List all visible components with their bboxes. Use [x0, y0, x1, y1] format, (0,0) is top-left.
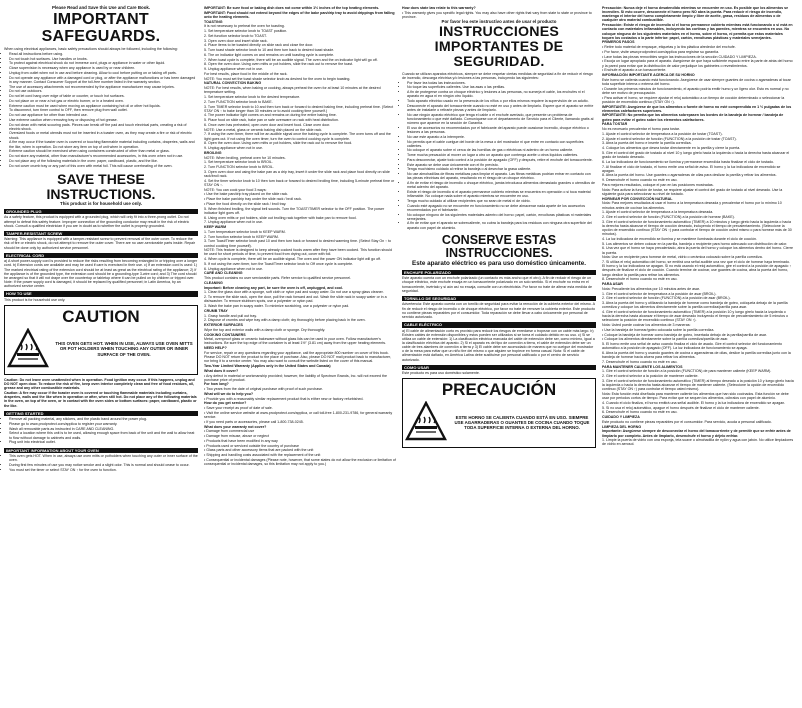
text-paragraph: PARA ASAR	[602, 282, 623, 287]
text-paragraph: Caution: Do not leave oven unattended when in operation. Food ignition may occur. If this happens, unplug and DO NOT open door. To reduce the risk of fire, keep oven interior completely clean and free of food residues, oil, grease and any other combustible materials.	[4, 378, 195, 391]
text-paragraph: IMPORTANT: Food should not extend beyond the edges of the bake pan/drip tray to avoid drippings from falling onto the heating elements.	[204, 10, 395, 19]
text-paragraph: 4. La luz indicadora de encendido se ilumina y se mantiene iluminada durante el ciclo de cocción.	[602, 236, 758, 241]
save-instructions-title: SAVE THESE INSTRUCTIONS.	[46, 170, 156, 202]
text-paragraph: • If you need parts or accessories, please call 1-800-738-0245.	[204, 419, 304, 424]
text-paragraph: 6. The on indicator light comes on and remains on until toasting cycle is complete.	[204, 52, 335, 57]
text-paragraph: 2. Ajuste el control selector de función (FUNCTION) a la posición de tostar (TOAST).	[602, 136, 737, 141]
text-paragraph: • Visit the online service website at www.prodprotect.com/applica, or call toll-free 1-800-231-9786, for general warranty service.	[204, 410, 393, 420]
text-paragraph: 4. Place items to be toasted directly on slide rack and close the door.	[204, 43, 314, 48]
text-paragraph: 1. Clean the glass door with a sponge, soft cloth or nylon pad and soapy water. Do not use a spray glass cleaner.	[204, 290, 384, 295]
list-item: • To disconnect, turn timer control to OFF, then remove plug from wall outlet.	[9, 108, 198, 112]
text-paragraph: 1. Set temperature selector knob to BROIL.	[204, 160, 273, 165]
text-paragraph: • Shipping and handling costs associated with the replacement of the unit	[204, 453, 321, 458]
caution-notes	[4, 378, 198, 408]
text-paragraph: NOTE: When broiling, preheat oven for 10 minutes.	[204, 155, 286, 160]
text-paragraph: • Save your receipt as proof of date of sale.	[204, 406, 273, 411]
text-paragraph: 9. Unplug appliance when not in use.	[204, 67, 263, 72]
text-paragraph: 5. Turn toast shade selector knob to 10 and then turn back to desired toast shade.	[204, 48, 335, 53]
text-paragraph: Este producto no contiene piezas reparables por el consumidor. Para servicio, acuda a personal calificado.	[602, 419, 772, 424]
text-paragraph: • Damage from commercial use	[204, 429, 255, 434]
text-paragraph: 1. Set temperature selector knob to the desired temperature.	[204, 95, 301, 100]
list-item: • Para desconectar, ajuste todo control a la posición de apagado (OFF) y después, retire el enchufe del tomacorriente.	[407, 158, 596, 162]
text-paragraph: PARA TOSTAR	[602, 122, 628, 127]
text-paragraph: 7. If using the oven timer, there will be an audible signal once the baking cycle is complete. The oven turns off and the light goes out. If not using the oven timer, turn the oven to control cooking cycle is complete.	[204, 132, 391, 141]
text-paragraph: Nota: Use un recipiente para hornear de metal, vidrio o cerámica colocado sobre la parrilla corrediza.	[602, 255, 763, 260]
column-spanish-safeguards	[402, 6, 596, 451]
text-paragraph: Precaución: Existe el riesgo de incendio si el horno permanece cubierto mientras está funcionando o si está en contacto con materiales inflamables, incluyendo las cortinas y las paredes, mientras se encuentra en uso. No coloque ninguno de los siguientes materiales en el horno, sobre el horno, ni permita que estos materiales toquen los costados o la parte inferior: papel, cartón, envolturas plásticas y materiales semejantes.	[602, 23, 793, 40]
list-item: • To protect against electrical shock do not immerse cord, plugs or appliance in water or other liquid.	[9, 61, 198, 65]
text-paragraph: 4. Coloque los alimentos que desea tostar directamente en la parrilla y cierre la puerta.	[602, 146, 741, 151]
text-paragraph: 9. Unplug appliance when not in use.	[204, 146, 263, 151]
list-item: • Unplug from outlet when not in use and before cleaning. Allow to cool before putting on or taking off parts.	[9, 71, 198, 75]
text-paragraph: NEED HELP?	[204, 346, 227, 351]
list-item: • Desconecte el aparato del tomacorriente cuando no esté en uso y antes de limpiarlo. Espere que el aparato se enfríe antes de instalarle o retirarle piezas y antes de limpiarlo.	[407, 104, 596, 112]
list-item: • Do not clean with metal scouring pads. Pieces can break off the pad and touch electrical parts, creating a risk of electric shock.	[9, 123, 198, 131]
text-paragraph: • Use the bake pan/drip tray placed on the slide rack.	[204, 192, 289, 197]
text-paragraph: • Glass parts and other accessory items that are packed with the unit	[204, 448, 314, 453]
text-paragraph: 7. Desenchufe el horno cuando no esté en uso.	[602, 359, 678, 364]
list-item: • No coloque ninguno de los siguientes materiales adentro del horno: papel, cartón, envolturas plásticas ni materiales semejantes.	[407, 213, 596, 221]
list-item: • No permita que el cable cuelgue del borde de la mesa o del mostrador ni que entre en contacto con superficies calientes.	[407, 140, 596, 148]
text-paragraph: • Coloque la bandeja de hornear como bandeja de goteo, insertada debajo de la parrilla/parrilla de asar.	[602, 332, 767, 337]
text-paragraph: HORNEAR POR CONVECCIÓN NATURAL	[602, 196, 673, 201]
caution-box	[4, 305, 198, 375]
list-item: • No use este aparato a la intemperie.	[407, 135, 596, 139]
text-paragraph: NOTE: You can cook your food 3 ways:	[204, 187, 267, 192]
list-item: • Remove all packing material, any stickers, and the plastic band around the power plug.	[9, 417, 198, 421]
text-paragraph: 5. Los alimentos se deben colocar en la parrilla, bandeja o recipiente para horno adecuado con distribución de calor.	[602, 241, 788, 246]
hot-surface-icon	[7, 328, 49, 370]
list-item: • Read all instructions before using.	[9, 52, 198, 56]
section-heading: TAMPER-RESISTANT SCREW	[4, 231, 198, 237]
text-paragraph: 2. Turn FUNCTION selector knob to BAKE.	[204, 99, 273, 104]
list-item: • A fin de evitar el riesgo de incendio o choque eléctrico, jamás introduzca alimentos demasiado grandes o utensilios de metal adentro del aparato.	[407, 181, 596, 189]
text-paragraph: Nota: Precaliente los alimentos por 10 minutos antes de asar.	[602, 286, 700, 291]
list-item: • Do not operate any appliance with a damaged cord or plug, or after the appliance malfunctions or has been damaged in any manner. Contact Consumer Support at the toll-free number listed in the warranty section.	[9, 76, 198, 84]
text-paragraph: Nota: Esta función está diseñada para mantener caliente los alimentos que han sido cocinados. Esta función se debe usar por periodos cortos de tiempo. Para evitar que se sequen los alimentos, cúbralos con papel de aluminio.	[602, 391, 789, 401]
text-paragraph: PRIMEROS PASOS	[602, 40, 635, 45]
section-heading: GROUNDED PLUG	[4, 209, 198, 215]
text-paragraph: 4. Gire el control selector de funcionamiento automático (TIMER) a la posición 10 y luego girelo hacia la izquierda o hacia la derecha hasta alcanzar el tiempo de asar deseado incluyendo el tiempo de precalentamiento de 5 minutos o seleccione la posición de encendido continuo (STAY ON ↑).	[602, 310, 788, 323]
text-paragraph: No es necesario precalentar el horno para tostar.	[602, 127, 680, 132]
text-paragraph: Nota: Para mejores resultados al usar el horno a la temperatura deseada y precalentar el horno por lo mínimo 10 minutos antes de cocinar los alimentos.	[602, 201, 782, 210]
section-text: Este aparato cuenta con un enchufe polarizado (un contacto es más ancho que el otro). A fin de reducir el riesgo de un choque eléctrico, este enchufe encaja en un tomacorriente polarizado en un solo sentido. Si el enchufe no entra en el tomacorriente, invértalo y si aún así no encaja, consulte con un electricista. Por favor no trate de alterar esta medida de seguridad.	[402, 276, 592, 293]
text-paragraph: • Por favor, visite www.prodprotect.com/applica para registrar su garantía.	[602, 49, 720, 54]
text-paragraph: 6. Desenchufe el horno cuando no esté en uso.	[602, 410, 678, 415]
text-paragraph: How does state law relate to this warranty?	[402, 6, 476, 10]
text-paragraph: Para mejores resultados, coloque el pan en las posiciones mostradas.	[602, 182, 714, 187]
en-sections	[4, 209, 198, 302]
caution-title: CAUTION	[62, 307, 140, 327]
list-item: • No coloque el aparato sobre ni cerca de las hornillas de gas o eléctricas ni adentro de un horno caliente.	[407, 148, 596, 152]
text-paragraph: 3. Abra la puerta del horno y utilizando la bandeja de hornear como bandeja de goteo, colóquela debajo de la parrilla corrediza y coloque los alimentos directamente sobre la parrilla corrediza/parrilla para asar.	[602, 301, 788, 310]
list-item: • Close supervision is necessary when any appliance is used by or near children.	[9, 66, 198, 70]
list-item: • Cuando esté apagado no se encuentre en funcionamiento no se debe almacenar nada aparte de los accesorios recomendados por el fabricante.	[407, 204, 596, 212]
text-paragraph: 2. Turn function selector knob to KEEP WARM.	[204, 234, 279, 239]
list-item: • Oversized foods or metal utensils must not be inserted in a toaster oven, as they may create a fire or risk of electric shock.	[9, 131, 198, 139]
text-paragraph: How do you get service?	[204, 401, 247, 406]
text-paragraph: Nota: Usted puede cocinar los alimentos de 3 maneras:	[602, 323, 691, 328]
read-save-note: Please Read and Save this Use and Care Book.	[51, 5, 151, 10]
text-paragraph: For best results, place food in the middle of the rack.	[204, 71, 288, 76]
list-item: • A fin de protegerse contra un choque eléctrico y lesiones a las personas, no sumerja el cable, los enchufes ni el aparato en agua ni en ningún otro líquido.	[407, 90, 596, 98]
text-paragraph: • Retire todo material de empaque, etiquetas y la tira plástica alrededor del enchufe.	[602, 45, 736, 50]
text-paragraph: 2. To remove the slide rack, open the door, pull the rack forward and out. Wash the slide rack in soapy water or in a dishwasher. To remove stubborn spots, use a polyester or nylon pad.	[204, 295, 387, 304]
text-paragraph: 3. Open oven door and using the bake pan as a drip tray, insert it under the slide rack and place food directly on slide rack/broil rack.	[204, 169, 390, 179]
text-paragraph: What does your warranty not cover?	[204, 424, 267, 429]
text-paragraph: 6. Una vez que el horno se haya precalentado, abra la puerta del horno y coloque los alimentos dentro del horno. Cierre la puerta.	[602, 246, 793, 255]
section-text: As a safety feature, this product is equipped with a grounded plug, which will only fit into a three-prong outlet. Do not attempt to defeat this safety feature. Improper connection of the grounding conductor may result in the risk of electric shock. Consult a qualified electrician if you are in doubt as to whether the outlet is properly grounded.	[4, 215, 190, 228]
text-paragraph: 3. Open oven door and insert slide rack.	[204, 38, 268, 43]
text-paragraph: 3. Turn Toast/Timer selector knob past 10 and then turn back or forward to desired warming time. (Select Stay On ↑ to control cooking time yourself).	[204, 239, 391, 248]
text-paragraph: 4. When cycle is complete, there will be an audible signal. The oven and the power ON indicator light will go off.	[204, 257, 382, 262]
getting-started-heading: GETTING STARTED	[4, 411, 198, 417]
text-paragraph: 1. Grasp handle and pull out tray.	[204, 313, 257, 318]
text-paragraph: 1. Turn temperature selector knob to KEEP WARM.	[204, 229, 286, 234]
column-english-safeguards	[4, 6, 198, 473]
column-english-operation	[204, 6, 396, 467]
text-paragraph: 2. Gire el control selector a la posición de mantener caliente.	[602, 374, 699, 379]
text-paragraph: • Damage from misuse, abuse or neglect	[204, 434, 269, 439]
section-heading: ELECTRICAL CORD	[4, 253, 198, 259]
text-paragraph: COOKING CONTAINERS	[204, 332, 246, 337]
list-item: • No use ningún aparato eléctrico que tenga el cable o el enchufe averiado, que presente un problema de funcionamiento o que esté dañado. Comuníquese con el departamento de Servicio para el Cliente, llamando gratis al número que aparece en la sección de Garantía.	[407, 113, 596, 125]
column-spanish-operation	[602, 6, 794, 447]
text-paragraph: 3. Turn TIMER selector knob to 10 and then turn back or forward to desired baking time, including preheat time. (Select STAY ON ↑ to bake longer than 30 minutes or to avoid cooking time yourself.)	[204, 104, 394, 113]
text-paragraph: 5. Gire el control del grado de tostado al nivel 10 y luego girelo hacia la izquierda o hacia la derecha hasta alcanzar el grado de tostado deseado.	[602, 150, 790, 160]
list-item: • The use of accessory attachments not recommended by the appliance manufacturer may cause injuries.	[9, 85, 198, 89]
section-heading: CABLE ELÉCTRICO	[402, 322, 596, 328]
text-paragraph: 2. Dispose of crumbs and wipe tray with a damp cloth; dry thoroughly before placing back in the oven.	[204, 318, 366, 323]
text-paragraph: LIMPIEZA DEL HORNO	[602, 424, 642, 429]
list-item: • No use almohadillas de fibras metálicas para limpiar el aparato. Las fibras metálicas podrían entrar en contacto con las piezas eléctricas del aparato, resultando en el riesgo de un choque eléctrico.	[407, 172, 596, 180]
text-paragraph: 7. Si utiliza el reloj automático del horno, se emitirá una señal audible una vez que el ciclo de hornear haya terminado. El horno y la luz indicadora se apagan. Si no está usando el reloj automático, gire el control a la posición de apagado ↑ después de finalizar el ciclo de cocción. Cuando termine de cocinar, use guantes de cocina, abra la puerta del horno, luego deslice la parrilla para retirar los alimentos.	[602, 260, 792, 277]
text-paragraph: For service, repair or any questions regarding your appliance, call the appropriate 800 number on cover of this book. Please DO NOT return the product to the place of purchase. Also, please DO NOT mail product back to manufacturer, nor bring it to a service center. You may also want to consult the website listed on the cover of this manual.	[204, 350, 392, 364]
text-paragraph: CARE AND CLEANING	[204, 271, 243, 276]
text-paragraph: 8. Open the oven door. Using oven mitts or pot holders, slide the rack out to remove the toast.	[204, 62, 354, 67]
text-paragraph: • Any defect in material or workmanship provided; however, the liability of Spectrum Brands, Inc. will not exceed the purchase price of product.	[204, 373, 388, 382]
hot-surface-icon	[405, 401, 447, 443]
text-paragraph: 2. Gire el control selector de función (FUNCTION) a la posición de hornear (BAKE).	[602, 215, 735, 219]
es-caution-text: ESTE HORNO SE CALIENTA CUANDO ESTÁ EN USO. SIEMPRE USE AGARRADERAS O GUANTES DE COCINA CUANDO TOQUE TODA SUPERFICIE INTERNA O EXTERNA DEL HORNO.	[454, 414, 590, 430]
text-paragraph: Caution: A fire may occur if the toaster oven is covered or touching flammable materials including curtains, draperies, walls and the like when in operation or after, when still hot. Do not place any of the following materials in the oven, on top of the oven, or in contact with the oven sides or bottom surfaces: paper, cardboard, plastic or the like.	[4, 391, 197, 408]
list-item: • Tenga mucho cuidado al utilizar recipientes que no sean de metal ni de vidrio.	[407, 199, 596, 203]
text-paragraph: 8. Desenchufe el horno cuando no esté en uso.	[602, 277, 678, 282]
text-paragraph: Metal, ovenproof glass or ceramic bakeware without glass lids can be used in your oven. Follow manufacturer's instructions. Be sure the top edge of the container is at least 1½" (3.81 cm) away from the upper heating elements.	[204, 337, 387, 346]
es-household-note: Este aparato eléctrico es para uso doméstico únicamente.	[412, 259, 586, 267]
text-paragraph: 7. When toast cycle is complete, there will be an audible signal. The oven and the on indicator light will go off.	[204, 57, 378, 62]
list-item: • Por favor lea todas las instrucciones.	[407, 81, 596, 85]
es-sections	[402, 270, 596, 376]
text-paragraph: INFORMACIÓN IMPORTANTE ACERCA DE SU HORNO	[602, 73, 695, 78]
text-paragraph: 5. When finished broiling, the signal bell sounds. Turn the TOAST/TIMER selector to the OFF position. The power indicator light goes off.	[204, 206, 385, 215]
safeguards-intro: When using electrical appliances, basic safety precautions should always be followed, including the following:	[4, 47, 178, 52]
text-paragraph: • Escoja un lugar apropiado para el aparato. Asegúrese de que haya suficiente espacio entre la parte de atrás del horno y la pared para evitar que la distribución de calor perjudique los gabinetes o revestimientos.	[602, 59, 793, 68]
text-paragraph: Nota: Para activar la función de tostar, se requiere ajustar el control del grado de tostado al nivel deseado. Use la siguiente guía para seleccionar su nivel de tostado.	[602, 187, 783, 196]
text-paragraph: NOTE: For best results, when baking or cooking, always preheat the oven for at least 10 minutes at the desired temperature setting.	[204, 86, 381, 95]
es-operation-text	[602, 6, 794, 447]
text-paragraph: What will we do to help you?	[204, 391, 254, 396]
text-paragraph: 1. Gire el control selector de temperatura a la posición de asar (BROIL).	[602, 291, 717, 296]
text-paragraph: KEEP WARM	[204, 225, 227, 230]
es-save-instructions-title: CONSERVE ESTAS INSTRUCCIONES.	[441, 232, 557, 260]
section-text: Este producto es para uso doméstico solamente.	[402, 371, 480, 376]
list-item: • Do not let cord hang over edge of table or counter, or touch hot surfaces.	[9, 94, 198, 98]
text-paragraph: Importante: Asegúrese siempre de desconectar el horno del tomacorriente y de permitir que se enfríe antes de limpiarlo por completo. Antes de limpiarlo, desenchufe el horno y déjelo enfriar.	[602, 429, 791, 438]
list-item: • Select a location where this unit is to be used, allowing enough space from back of the unit and the wall to allow heat to flow without damage to cabinets and walls.	[9, 431, 198, 439]
text-paragraph: NOTE: This feature is designed to keep already cooked foods warm after they have been cooked. This function should be used for short periods of time, to prevent food from drying out, cover with foil.	[204, 248, 393, 257]
text-paragraph: NATURAL CONVECTION BAKING	[204, 81, 262, 86]
list-item: • Wash all removable parts as instructed in CARE AND CLEANING.	[9, 427, 198, 431]
text-paragraph: 3. Gire el control selector de funcionamiento automático (TIMER) al tiempo deseado a la posición 10 y luego girelo hacia la izquierda o hacia la derecha hasta alcanzar el tiempo de mantener caliente. (Seleccione la opción de encendido continuo (STAY ON ↑) para controlar el tiempo usted mismo).	[602, 378, 794, 392]
text-paragraph: 6. Unplug appliance when not in use.	[204, 266, 263, 271]
text-paragraph: 6. La luz indicadora de funcionamiento se ilumina y permanece encendida hasta finalizar el ciclo de tostado.	[602, 159, 775, 164]
text-paragraph: 4. Set the timer selector knob to 10 then turn back or forward to desired broiling time, including 5-minute preheat time or STAY ON ↑.	[204, 178, 395, 187]
list-item: • No toque las superficies calientes. Use las asas o las perillas.	[407, 85, 596, 89]
text-paragraph: PARA MANTENER CALIENTE LOS ALIMENTOS	[602, 364, 683, 369]
list-item: • Do not use outdoors.	[9, 89, 198, 93]
section-text: a) A short power-supply cord is provided to reduce the risks resulting from becoming entangled in or tripping over a longer cord. b) Extension cords are available and may be used if care is exercised in their use. c) If an extension cord is used: 1) The marked electrical rating of the extension cord should be at least as great as the electrical rating of the appliance; 2) If the appliance is of the grounded type, the extension cord should be a grounding-type 3-wire cord; and 3) The cord should be arranged so that it will not drape over the countertop or tabletop where it can be pulled on by children or tripped over. Note: If the power supply cord is damaged, it should be replaced by qualified personnel; in Latin America, by an authorized service center.	[4, 259, 198, 289]
section-text: Advertencia: Este aparato cuenta con un tornillo de seguridad para evitar la remoción de la cubierta exterior del mismo. A fin de reducir el riesgo de incendio o de choque eléctrico, por favor no trate de remover la cubierta exterior. Este producto no contiene piezas reparables por el consumidor. Toda reparación se debe llevar a cabo únicamente por personal de servicio autorizado.	[402, 302, 595, 319]
text-paragraph: 6. Abra la puerta del horno y usando guantes de cocina o agarraderas de ollas, deslice la parrilla corrediza junto con la bandeja de hornear hacia afuera para retirar los alimentos.	[602, 350, 791, 360]
list-item: • Todo aparato eléctrico usado en la presencia de los niños o por ellos mismos requiere la supervisión de un adulto.	[407, 99, 596, 103]
list-item: • A fire may occur if the toaster oven is covered or touching flammable material including curtains, draperies, walls and the like, when in operation. Do not store any item on top of unit when in operation.	[9, 140, 198, 148]
text-paragraph: • Lave todas las piezas removibles según las instrucciones de la sección CUIDADO Y LIMPIEZA.	[602, 54, 757, 59]
list-item: • Plug unit into electrical outlet.	[9, 440, 198, 444]
es-caution-title: PRECAUCIÓN	[441, 380, 557, 400]
list-item: • Do not store any material, other than manufacturer's recommended accessories, in this oven when not in use.	[9, 154, 198, 158]
list-item: • Please go to www.prodprotect.com/applica to register your warranty.	[9, 422, 198, 426]
list-item: • Este aparato se debe usar únicamente con el fin previsto.	[407, 163, 596, 167]
text-paragraph: 1. Gire el control selector de función a la posición (FUNCTION) de para mantener caliente (KEEP WARM).	[602, 369, 772, 374]
safeguards-list	[4, 52, 198, 168]
text-paragraph: 5. Si no usa el reloj automático, apague el horno después de finalizar el ciclo de mantener caliente.	[602, 405, 760, 410]
list-item: • Existe el riesgo de incendio si el aparato permanece cubierto mientras se encuentra en operación o si toca material inflamable. No coloque nada sobre el aparato mientras se encuentre en uso.	[407, 190, 596, 198]
section-heading: TORNILLO DE SEGURIDAD	[402, 296, 596, 302]
text-paragraph: 5. El horno emite una señal de aviso cuando finaliza el ciclo de asado. Gire el control selector del funcionamiento automático a la posición de apagado (OFF). La luz indicadora de funcionamiento se apaga.	[602, 342, 782, 351]
text-paragraph: CLEANING	[204, 280, 223, 285]
text-paragraph: 1. Limpie la puerta de vidrio con una esponja, tela suave o almohadilla de nylón y agua con jabón. No utilice limpiadores de vidrio en aerosol.	[602, 438, 794, 447]
list-item: • Do not touch hot surfaces. Use handles or knobs.	[9, 57, 198, 61]
text-paragraph: 7. Unplug appliance when not in use.	[204, 220, 263, 225]
text-paragraph: CUIDADO Y LIMPIEZA	[602, 415, 640, 420]
list-item: • Extreme caution must be used when moving an appliance containing hot oil or other hot liquids.	[9, 104, 198, 108]
text-paragraph: Wipe the top and exterior walls with a damp cloth or sponge. Dry thoroughly.	[204, 327, 326, 332]
text-paragraph: • Products used or serviced outside the country of purchase	[204, 443, 299, 448]
operation-text	[204, 6, 396, 466]
text-paragraph: 3. Gire el control selector de funcionamiento automático (TIMER) a 10 minutos y luego girelo hacia la izquierda o hacia la derecha hasta alcanzar el tiempo de cocción deseado, incluyendo el tiempo de precalentamiento. (Seleccione la opción de encendido continuo (STAY ON ↑) para controlar el tiempo de cocción usted mismo o para hornear más de 30 minutos).	[602, 219, 792, 237]
text-paragraph: 5. Place food on slide rack, bake pan or safe ovenware on rack with heat distribution.	[204, 118, 340, 123]
list-item: • A fin de evitar que el aparato se sobrecaliente, no cubra la bandeja para los residuos con ninguna otra superficie del aparato con papel de aluminio.	[407, 221, 596, 229]
text-paragraph: IMPORTANTE: Asegúrese de que los alimentos o fuente de horno no esté comprendida en 1 ½ pulgadas de los elementos calefactores superiores.	[602, 104, 792, 113]
text-paragraph: Important: Before cleaning any part, be sure the oven is off, unplugged, and cool.	[204, 285, 343, 290]
list-item: • Do not place on or near a hot gas or electric burner, or in a heated oven.	[9, 99, 198, 103]
list-item: • Tenga muchísimo cuidado al retirar la bandeja o al desechar la grasa caliente.	[407, 167, 596, 171]
text-paragraph: Two-Year Limited Warranty (Applies only in the United States and Canada)	[204, 364, 331, 369]
list-item: • Tome mucha precaución al mover un lugar a otro un aparato que contenga aceite u otros líquidos calientes.	[407, 153, 596, 157]
text-paragraph: 1. Ajuste el control selector de temperatura a la temperatura deseada.	[602, 210, 714, 215]
es-read-note: Por favor lea este instructivo antes de usar el producto	[441, 18, 557, 24]
text-paragraph: • Durante los primeros minutos de funcionamiento, el aparato podría emitir humo y un ligero olor. Esto es normal y no debe ser motivo de preocupación.	[602, 86, 789, 95]
text-paragraph: • Place the bake pan/drip tray under the slide rack / broil rack.	[204, 197, 302, 202]
text-paragraph: 2. Gire el control selector de función (FUNCTION) a la posición de asar (BROIL).	[602, 296, 731, 301]
text-paragraph: What does it cover?	[204, 368, 239, 373]
es-safeguards-intro: Cuando se utilizan aparatos eléctricos, siempre se debe respetar ciertas medidas de seguridad a fin de reducir el riesgo de incendio, descarga eléctrica y/o lesiones a las personas, incluyendo las siguientes:	[402, 71, 593, 80]
text-paragraph: • Coloque los alimentos directamente sobre la parrilla corrediza/parrilla de asar.	[602, 337, 729, 342]
text-paragraph: It is not necessary to preheat the oven for toasting.	[204, 24, 285, 29]
section-heading: ENCHUFE POLARIZADO	[402, 270, 596, 276]
text-paragraph: NOTE: You must set the toast shade selector knob as desired for the oven to begin toasting.	[204, 76, 351, 81]
text-paragraph: • Products that have been modified in any way	[204, 438, 278, 443]
caution-text: THIS OVEN GETS HOT. WHEN IN USE, ALWAYS USE OVEN MITTS OR POT HOLDERS WHEN TOUCHING ANY OUTER OR INNER SURFACE OF THE OVEN.	[55, 341, 193, 357]
text-paragraph: 4. Cuando el ciclo finaliza, el horno emitirá una señal audible. El horno y la luz indicadora de encendido se apagan.	[602, 400, 786, 405]
list-item: • El uso de accesorios no recomendados por el fabricante del aparato puede ocasionar incendio, choque eléctrico o lesiones a las personas.	[407, 126, 596, 134]
list-item: • You must set the timer or select STAY ON ↑ for the oven to function.	[9, 468, 198, 472]
section-heading: COMO USAR	[402, 365, 596, 371]
text-paragraph: • Use la bandeja de hornear/goteo colocada sobre la parrilla corrediza.	[602, 327, 715, 332]
list-item: • Extreme caution should be exercised when using containers constructed of other than metal or glass.	[9, 149, 198, 153]
safeguards-title: IMPORTANT SAFEGUARDS.	[41, 11, 161, 46]
text-paragraph: EXTERIOR SURFACES	[204, 323, 243, 328]
text-paragraph: NOTE: Use a metal, glass or ceramic baking dish placed on the slide rack.	[204, 127, 323, 132]
text-paragraph: 9. Desenchufe el horno cuando no esté en uso.	[602, 178, 678, 183]
text-paragraph: 6. Once oven has preheated, open oven door and insert food. Close oven door.	[204, 122, 331, 127]
state-law-text	[402, 6, 596, 19]
list-item: • During first few minutes of use you may notice smoke and a slight odor. This is normal and should cease to occur.	[9, 463, 198, 467]
text-paragraph: 7. Al finalizar el ciclo de tostado, el horno emite una señal de aviso. El horno y la luz indicadora de encendido se apagan.	[602, 164, 781, 173]
list-item: • Use extreme caution when removing tray or disposing of hot grease.	[9, 118, 198, 122]
text-paragraph: 6. Using oven mitts or pot holders, slide out broiling rack together with bake pan to remove food.	[204, 215, 357, 220]
section-text: This product is for household use only.	[4, 297, 66, 302]
es-safeguards-list	[402, 81, 596, 230]
text-paragraph: 2. Set function selector knob to TOAST.	[204, 33, 267, 38]
text-paragraph: 1. Ajuste el control selector de temperatura a la posición de tostar (TOAST).	[602, 131, 723, 136]
section-text: Warning: This appliance is equipped with a tamper-resistant screw to prevent removal of the outer cover. To reduce the risk of fire or electric shock, do not attempt to remove the outer cover. There are no user-serviceable parts inside. Repair should be done only by authorized service personnel.	[4, 237, 196, 250]
text-paragraph: 3. Wash the bake pan in soapy water. To minimize scratching, use a polyester or nylon pad.	[204, 304, 350, 309]
text-paragraph: This product contains no user serviceable parts. Refer service to qualified service personnel.	[204, 276, 352, 281]
text-paragraph: TOASTING	[204, 19, 223, 24]
text-paragraph: CRUMB TRAY	[204, 308, 228, 313]
text-paragraph: IMPORTANTE: No permita que los alimentos sobrepasen los bordes de la bandeja de hornear / bandeja de goteo para evitar el goteo sobre los elementos calefactores.	[602, 113, 784, 122]
text-paragraph: • This warranty gives you specific legal rights. You may also have other rights that vary from state to state or province to province.	[402, 10, 592, 19]
text-paragraph: 1. Set temperature selector knob to TOAST position.	[204, 29, 288, 34]
list-item: • Do not place any of the following materials in the oven: paper, cardboard, plastic, and the like.	[9, 159, 198, 163]
text-paragraph: 2. Turn FUNCTION selector knob to BROIL.	[204, 165, 274, 170]
getting-started-list	[4, 417, 198, 444]
text-paragraph: 5. If not using the oven timer, turn the Toast/Timer selector knob to Off once cycle is complete.	[204, 261, 354, 266]
list-item: • This oven gets HOT. When in use, always use oven mitts or potholders when touching any outer or inner surface of the oven.	[9, 454, 198, 462]
text-paragraph: • Para activar el horno, se requiere ajustar el reloj automático a un tiempo de cocción determinado o seleccionar la posición de encendido continuo (STAY ON ↑).	[602, 95, 785, 104]
es-caution-box	[402, 378, 596, 448]
text-paragraph: • Enchufe el aparato a un tomacorriente.	[602, 68, 667, 73]
text-paragraph: 8. Open the oven door. Using oven mitts or pot holders, slide the rack out to remove the food.	[204, 141, 353, 146]
section-heading: HOW TO USE	[4, 291, 198, 297]
section-text: a) El cable de alimentación corto es provisto para reducir los riesgos de enredarse o tropezar con un cable más largo. b) Existen cables de extensión disponibles y estos pueden ser utilizados si se toma el cuidado debido en su uso. c) Si se utiliza un cable de extensión: 1) La clasificación eléctrica marcada del cable de extensión debe ser, como mínimo, igual a la clasificación eléctrica del aparato. 2) Si el aparato es del tipo de conexión a tierra, el cable de extensión debe ser un cable de tres alambres de conexión a tierra y 3) El cable debe ser acomodado de manera que no cuelgue del mostrador o de la mesa para evitar que un niño tire del mismo o que alguien se tropiece en forma casual. Nota: Si el cable de alimentación está dañado, en América Latina debe sustituirse por personal calificado o por el centro de servicio autorizado.	[402, 328, 595, 362]
text-paragraph: • Two years from the date of original purchase with proof of such purchase.	[204, 387, 324, 392]
text-paragraph: 3. Abra la puerta del horno e inserte la parrilla corrediza.	[602, 141, 692, 146]
oven-info-list	[4, 454, 198, 472]
text-paragraph: • Provide you with a reasonably similar replacement product that is either new or factory refurbished.	[204, 396, 364, 401]
household-note: This product is for household use only.	[60, 200, 142, 206]
text-paragraph: 4. The power indicator light comes on and remains on during the entire baking time.	[204, 113, 337, 118]
es-safeguards-title: INSTRUCCIONES IMPORTANTES DE SEGURIDAD.	[434, 23, 564, 70]
text-paragraph: Este horno se calienta cuando está funcionando. Asegúrese de usar siempre guantes de cocina o agarraderas al tocar toda superficie interna o externa del horno.	[602, 77, 791, 86]
text-paragraph: Precaución: Nunca deje el horno desatendido mientras se encuentre en uso. Es posible que los alimentos se incendien. Si esto ocurre, desconecte el horno pero NO abra la puerta. Para reducir el riesgo de incendio, mantenga el interior del horno completamente limpio y libre de aceite, grasa, residuos de alimentos o de cualquier otro material combustible.	[602, 6, 789, 23]
text-paragraph: For how long?	[204, 382, 229, 387]
text-paragraph: • Consequential or incidental damages (Please note, however, that some states do not allow the exclusion or limitation of consequential or incidental damages, so this limitation may not apply to you.)	[204, 457, 396, 466]
text-paragraph: BROILING	[204, 150, 222, 155]
text-paragraph: 8. Abra la puerta del horno. Use guantes o agarraderas de ollas para deslizar la parrilla y retirar los alimentos.	[602, 173, 777, 178]
list-item: • Do not cover crumb tray or any part of this oven with metal foil. This will cause overheating of the oven.	[9, 164, 198, 168]
text-paragraph: • Place the food directly on the slide rack / broil tray.	[204, 201, 287, 206]
text-paragraph: IMPORTANT: Be sure food or baking dish does not come within 1½ inches of the top heating elements.	[204, 6, 380, 10]
oven-info-heading: IMPORTANT INFORMATION ABOUT YOUR OVEN	[4, 448, 198, 454]
list-item: • Do not use appliance for other than intended use.	[9, 113, 198, 117]
